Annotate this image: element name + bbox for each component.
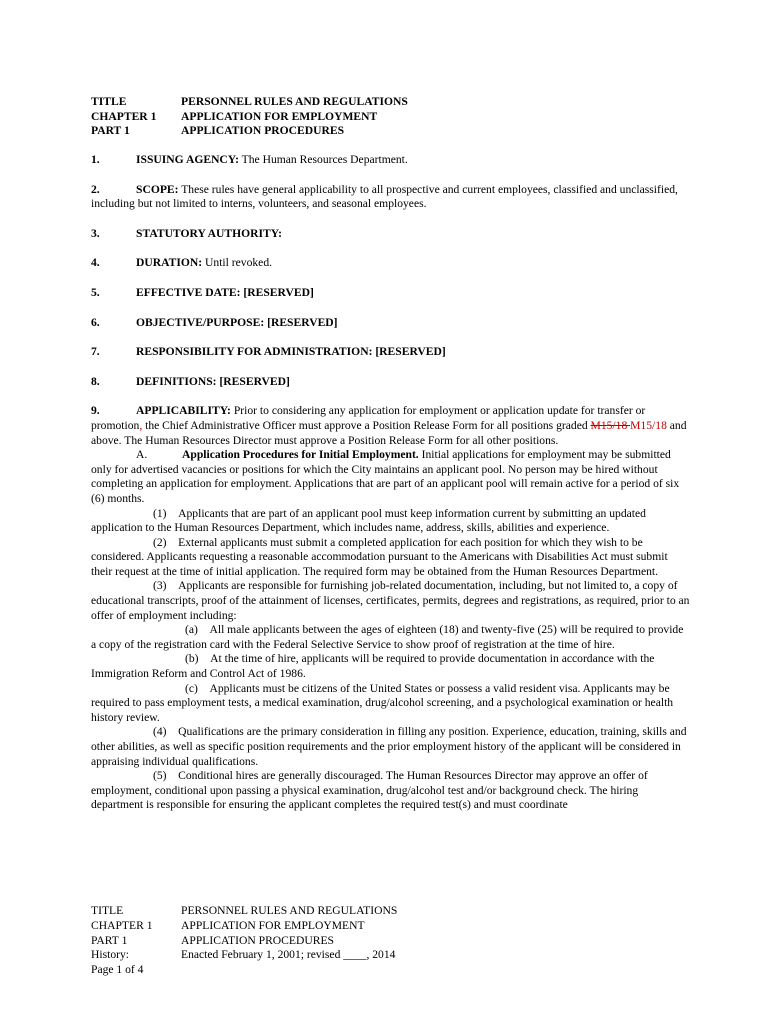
subsection-text: Initial applications for employment may be submitted only for advertised vacancies or positions for which the City maintains an applicant pool. No person may be hired without completing an application for employment. Applications that are part of an applicant pool will remain active for a period of six (6) months. — [91, 448, 680, 505]
header-label: CHAPTER 1 — [91, 109, 157, 123]
item-text: Applicants that are part of an applicant pool must keep information current by submitting an updated application to the Human Resources Department, which includes name, address, skills, abilities and experience. — [91, 506, 646, 535]
footer-value: PERSONNEL RULES AND REGULATIONS — [181, 904, 398, 917]
list-item-3a — [91, 623, 691, 652]
header-value: APPLICATION FOR EMPLOYMENT — [181, 109, 378, 123]
footer-value: APPLICATION FOR EMPLOYMENT — [181, 918, 365, 932]
list-item-1 — [91, 507, 691, 536]
footer-row-part — [91, 934, 397, 949]
header-label: TITLE — [91, 95, 127, 108]
section-number: 7. — [91, 345, 100, 359]
item-number: (5) — [153, 769, 167, 783]
section-7 — [91, 345, 691, 360]
footer-label: History: — [91, 948, 130, 962]
page-number: Page 1 of 4 — [91, 963, 144, 977]
section-heading: DURATION: — [136, 256, 203, 270]
footer-value: Enacted February 1, 2001; revised ____, 2014 — [181, 948, 396, 962]
subsection-letter: A. — [136, 448, 148, 462]
section-text: Prior to considering any application for employment or application update for transfer or promotion — [91, 404, 646, 432]
section-1 — [91, 153, 691, 168]
item-text: Qualifications are the primary consideration in filling any position. Experience, education, training, skills and other abilities, as well as specific position requirements and the prior employment history of the applicant will be considered in appraising individual qualifications. — [91, 725, 687, 768]
item-text: Applicants are responsible for furnishing job-related documentation, including, but not limited to, a copy of educational transcripts, proof of the attainment of licenses, certificates, permits, degrees and registrations, as required, prior to an offer of employment including: — [91, 579, 690, 622]
header-row-title — [91, 95, 408, 110]
section-heading: APPLICABILITY: — [136, 404, 231, 418]
section-heading: STATUTORY AUTHORITY: — [136, 226, 282, 240]
section-4 — [91, 256, 691, 271]
list-item-3 — [91, 579, 691, 623]
section-5 — [91, 286, 691, 301]
subsection-heading: Application Procedures for Initial Employment. — [182, 448, 419, 462]
subsection-a — [91, 448, 691, 506]
footer-row-page — [91, 963, 397, 978]
item-number: (1) — [153, 506, 167, 520]
list-item-3c — [91, 682, 691, 726]
header-row-chapter — [91, 110, 408, 125]
section-8 — [91, 375, 691, 390]
list-item-5 — [91, 769, 691, 813]
item-text: Applicants must be citizens of the United States or possess a valid resident visa. Applicants may be required to pass employment tests, a medical examination, drug/alcohol screening, and a psychological examination or health history review. — [91, 681, 674, 724]
item-text: External applicants must submit a completed application for each position for which they wish to be considered. Applicants requesting a reasonable accommodation pursuant to the Americans with Disabilities Act must submit their request at the time of initial application. The required form may be obtained from the Human Resources Department. — [91, 535, 668, 578]
header-label: PART 1 — [91, 124, 130, 138]
item-number: (4) — [153, 725, 167, 739]
section-number: 3. — [91, 226, 100, 240]
section-heading: OBJECTIVE/PURPOSE: [RESERVED] — [136, 315, 338, 329]
footer-row-history — [91, 948, 397, 963]
document-body — [91, 153, 691, 813]
footer-value: APPLICATION PROCEDURES — [181, 933, 334, 947]
section-number: 6. — [91, 315, 100, 329]
deleted-text: M15/18 — [590, 418, 631, 432]
section-heading: DEFINITIONS: [RESERVED] — [136, 374, 290, 388]
section-number: 1. — [91, 153, 100, 166]
footer-label: CHAPTER 1 — [91, 918, 153, 932]
section-3 — [91, 227, 691, 242]
inserted-comma: , — [139, 418, 143, 432]
list-item-2 — [91, 536, 691, 580]
section-text: The Human Resources Department. — [238, 153, 408, 166]
item-text: At the time of hire, applicants will be required to provide documentation in accordance with the Immigration Reform and Control Act of 1986. — [91, 652, 655, 681]
section-6 — [91, 316, 691, 331]
item-text: All male applicants between the ages of eighteen (18) and twenty-five (25) will be required to provide a copy of the registration card with the Federal Selective Service to show proof of registration at the time of hire. — [91, 623, 684, 651]
item-number: (c) — [185, 681, 198, 695]
item-number: (2) — [153, 535, 167, 549]
section-text: Until revoked. — [202, 256, 273, 270]
footer-row-title — [91, 904, 397, 919]
section-heading: SCOPE: — [136, 182, 179, 196]
header-row-part — [91, 124, 408, 139]
section-heading: ISSUING AGENCY: — [136, 153, 239, 166]
section-heading: EFFECTIVE DATE: [RESERVED] — [136, 285, 314, 299]
item-text: Conditional hires are generally discouraged. The Human Resources Director may approve an offer of employment, conditional upon passing a physical examination, drug/alcohol test and/or background check. The hiring department is responsible for ensuring the applicant completes the required test(s) and must coordinate — [91, 769, 648, 812]
inserted-text: M15/18 — [630, 418, 667, 432]
section-number: 2. — [91, 182, 100, 196]
section-text: These rules have general applicability to all prospective and current employees, classified and unclassified, including but not limited to interns, volunteers, and seasonal employees. — [91, 182, 678, 211]
section-number: 8. — [91, 374, 100, 388]
footer-label: TITLE — [91, 904, 124, 917]
document-footer — [91, 904, 397, 978]
section-heading: RESPONSIBILITY FOR ADMINISTRATION: [RESERVED] — [136, 345, 446, 359]
section-number: 5. — [91, 285, 100, 299]
footer-row-chapter — [91, 919, 397, 934]
list-item-3b — [91, 652, 691, 681]
item-number: (b) — [185, 652, 199, 666]
section-text: the Chief Administrative Officer must approve a Position Release Form for all positions graded — [142, 418, 591, 432]
section-text: and above. The Human Resources Director must approve a Position Release Form for all other positions. — [91, 418, 687, 447]
list-item-4 — [91, 725, 691, 769]
section-9 — [91, 404, 691, 448]
header-value: APPLICATION PROCEDURES — [181, 124, 345, 138]
footer-label: PART 1 — [91, 933, 128, 947]
document-header — [91, 95, 408, 139]
section-2 — [91, 183, 691, 212]
section-number: 4. — [91, 256, 100, 270]
item-number: (a) — [185, 623, 198, 637]
section-number: 9. — [91, 404, 100, 418]
header-value: PERSONNEL RULES AND REGULATIONS — [181, 95, 408, 108]
item-number: (3) — [153, 579, 167, 593]
